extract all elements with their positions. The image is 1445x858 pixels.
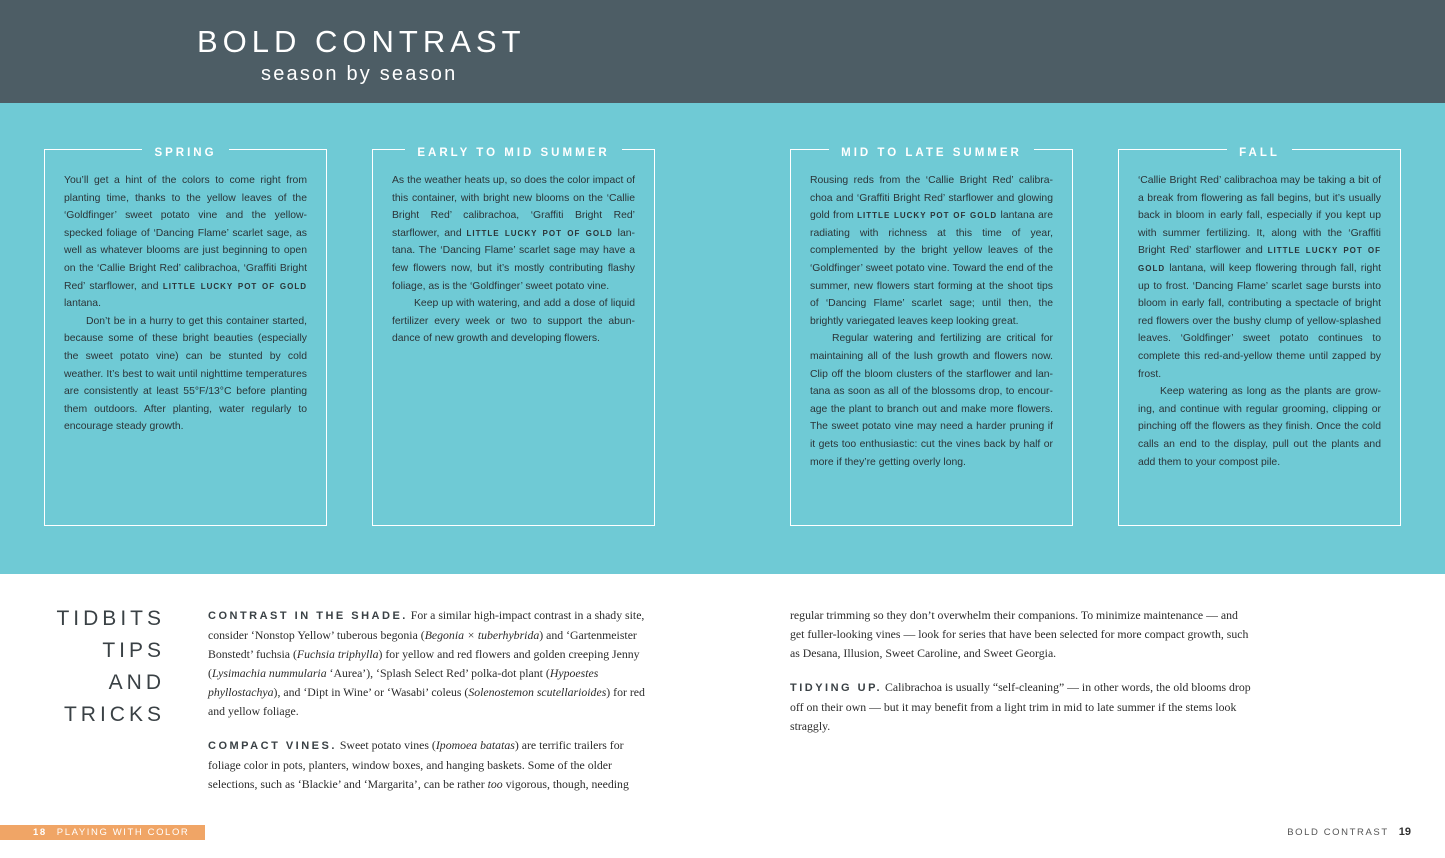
season-text: You’ll get a hint of the colors to come right from planting time, thanks to the yellow leaves of the ‘Goldfinger’ sweet potato vine and the yellow-specked foliage of ‘Dancing Flame’ scarlet sage, as well as whatever blooms are just beginning to open on the ‘Callie Bright Red’ calibrachoa, ‘Graffiti Bright Red’ starflower, and LITTLE LUCKY POT OF GOLD lantana. Don’t be in a hurry to get this container started, because some of these bright beauties (especially the sweet potato vine) can be stunted by cold weather. It’s best to wait until nighttime temperatures are consistently at least 55°F/13°C before planting them outdoors. After planting, water regularly to encourage steady growth. [64, 175, 307, 433]
page-number-left: 18 [33, 827, 47, 838]
page-subtitle: season by season [261, 63, 458, 85]
page-title: BOLD CONTRAST [197, 24, 526, 59]
season-box-late-summer [790, 149, 1073, 526]
season-text: As the weather heats up, so does the color impact of this container, with bright new blooms on the ‘Callie Bright Red’ calibrachoa, ‘Graffiti Bright Red’ starflower, and LITTLE LUCKY POT OF GOLD lantana. The ‘Dancing Flame’ scarlet sage may have a few flowers now, but it’s mostly contributing flashy foliage, as is the ‘Goldfinger’ sweet potato vine. Keep up with watering, and add a dose of liquid fertilizer every week or two to support the abundance of new growth and developing flowers. [392, 175, 635, 345]
tidbits-heading: TIDBITS TIPS AND TRICKS [56, 607, 165, 726]
plant-name-smallcaps: LITTLE LUCKY POT OF GOLD [466, 228, 613, 238]
tips-column-right [790, 606, 1252, 751]
tip-tidying-up: TIDYING UP. Calibrachoa is usually “self-cleaning” — in other words, the old blooms drop off on their own — but it may benefit from a light trim in mid to late summer if the stems look straggly. [790, 680, 1251, 733]
footer-right [1287, 826, 1411, 838]
season-box-fall [1118, 149, 1401, 526]
plant-name-smallcaps: LITTLE LUCKY POT OF GOLD [857, 211, 998, 221]
season-text: Rousing reds from the ‘Callie Bright Red’ calibrachoa and ‘Graffiti Bright Red’ starflower and glowing gold from LITTLE LUCKY POT OF GOLD lantana are radiating with richness at this time of year, complemented by the bright yellow leaves of the ‘Goldfinger’ sweet potato vine. Toward the end of the summer, new flowers start forming at the shoot tips of ‘Dancing Flame’ scarlet sage; until then, the brightly variegated leaves keep looking great. Regular watering and fertilizing are critical for maintaining all of the lush growth and flowers now. Clip off the bloom clusters of the starflower and lantana as soon as all of the blossoms drop, to encourage the plant to branch out and make more flowers. The sweet potato vine may need a harder pruning if it gets too enthusiastic: cut the vines back by half or more if they’re getting overly long. [810, 175, 1053, 468]
tips-column-left [208, 606, 652, 809]
season-label: SPRING [142, 147, 228, 159]
season-label: MID TO LATE SUMMER [829, 147, 1034, 159]
season-box-spring [44, 149, 327, 526]
season-label: FALL [1227, 147, 1292, 159]
tip-compact-vines-continued: regular trimming so they don’t overwhelm their companions. To minimize maintenance — and get fuller-looking vines — look for series that have been selected for more compact growth, such as Desana, Illusion, Sweet Caroline, and Sweet Georgia. [790, 608, 1249, 660]
season-label: EARLY TO MID SUMMER [405, 147, 621, 159]
footer-left [0, 825, 205, 840]
plant-name-smallcaps: LITTLE LUCKY POT OF GOLD [1138, 246, 1381, 273]
section-name-left: PLAYING WITH COLOR [56, 827, 190, 838]
page-number-right: 19 [1398, 826, 1411, 838]
header-band [0, 0, 1445, 103]
tip-compact-vines: COMPACT VINES. Sweet potato vines (Ipomoea batatas) are terrific trailers for foliage color in pots, planters, window boxes, and hanging baskets. Some of the older selections, such as ‘Blackie’ and ‘Margarita’, can be rather too vigorous, though, needing [208, 738, 629, 791]
season-box-early-summer [372, 149, 655, 526]
plant-name-smallcaps: LITTLE LUCKY POT OF GOLD [162, 281, 307, 291]
section-name-right: BOLD CONTRAST [1287, 827, 1389, 838]
tip-heading: TIDYING UP. [790, 682, 883, 694]
tip-heading: COMPACT VINES. [208, 740, 337, 752]
season-text: ‘Callie Bright Red’ calibrachoa may be taking a bit of a break from flowering as fall begins, but it’s usually back in bloom in early fall, especially if you kept up with summer fertilizing. It, along with the ‘Graffiti Bright Red’ starflower and LITTLE LUCKY POT OF GOLD lantana, will keep flowering through fall, right up to frost. ‘Dancing Flame’ scarlet sage bursts into bloom in early fall, contributing a spectacle of bright red flowers over the bushy clump of yellow-splashed leaves. ‘Goldfinger’ sweet potato continues to complete this red-and-yellow theme until zapped by frost. Keep watering as long as the plants are growing, and continue with regular grooming, clipping or pinching off the flowers as they finish. Once the cold calls an end to the display, pull out the plants and add them to your compost pile. [1138, 175, 1381, 468]
tip-heading: CONTRAST IN THE SHADE. [208, 610, 408, 622]
tip-contrast-in-shade: CONTRAST IN THE SHADE. For a similar high-impact contrast in a shady site, consider ‘Nonstop Yellow’ tuberous begonia (Begonia × tuberhybrida) and ‘Gartenmeister Bonstedt’ fuchsia (Fuchsia triphylla) for yellow and red flowers and golden creeping Jenny (Lysimachia nummularia ‘Aurea’), ‘Splash Select Red’ polka-dot plant (Hypoestes phyllostachya), and ‘Dipt in Wine’ or ‘Wasabi’ coleus (Solenostemon scutellarioides) for red and yellow foliage. [208, 608, 645, 718]
